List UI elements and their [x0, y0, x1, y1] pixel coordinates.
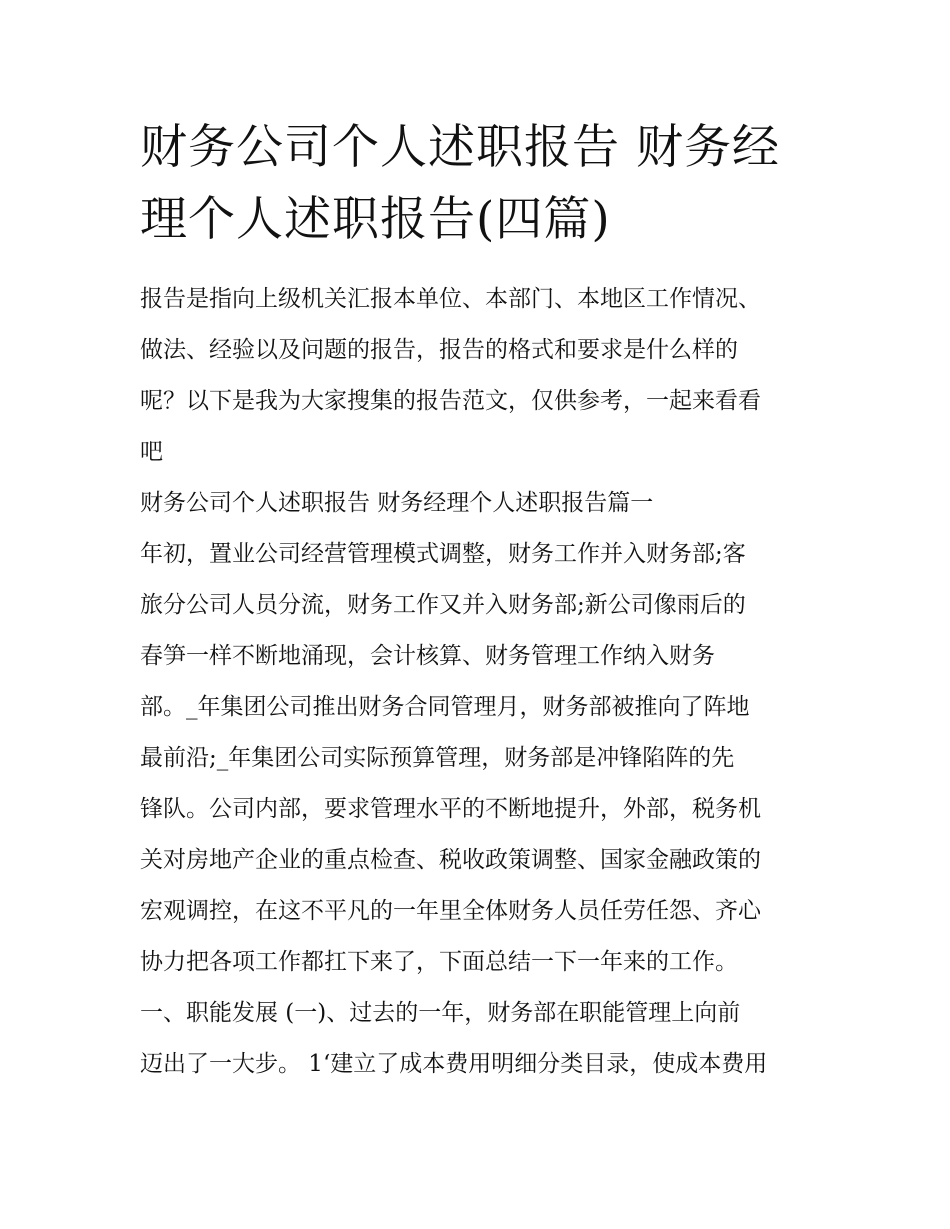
title-line: 理个人述职报告(四篇): [140, 192, 611, 247]
body-line: 报告是指向上级机关汇报本单位、本部门、本地区工作情况、: [140, 286, 761, 312]
document-page: [140, 112, 820, 1090]
body-line: 迈出了一大步。 1‘建立了成本费用明细分类目录，使成本费用: [140, 1051, 768, 1077]
body-line: 吧: [140, 439, 163, 465]
body-line: 关对房地产企业的重点检查、税收政策调整、国家金融政策的: [140, 847, 761, 873]
section-heading: 财务公司个人述职报告 财务经理个人述职报告篇一: [140, 490, 654, 516]
body-line: 旅分公司人员分流，财务工作又并入财务部;新公司像雨后的: [140, 592, 746, 618]
body-line: 协力把各项工作都扛下来了，下面总结一下一年来的工作。: [140, 949, 738, 975]
body-line: 最前沿;_年集团公司实际预算管理，财务部是冲锋陷阵的先: [140, 745, 735, 771]
body-line: 宏观调控，在这不平凡的一年里全体财务人员任劳任怨、齐心: [140, 898, 761, 924]
document-title: [140, 112, 820, 256]
title-line: 财务公司个人述职报告 财务经: [140, 120, 780, 175]
body-line: 春笋一样不断地涌现，会计核算、财务管理工作纳入财务: [140, 643, 715, 669]
body-line: 锋队。公司内部，要求管理水平的不断地提升，外部，税务机: [140, 796, 761, 822]
body-line: 年初，置业公司经营管理模式调整，财务工作并入财务部;客: [140, 541, 746, 567]
body-line: 部。_年集团公司推出财务合同管理月，财务部被推向了阵地: [140, 694, 750, 720]
document-body: [140, 274, 820, 1090]
body-line: 呢？以下是我为大家搜集的报告范文，仅供参考，一起来看看: [140, 388, 761, 414]
body-line: 一、职能发展 (一)、过去的一年，财务部在职能管理上向前: [140, 1000, 741, 1026]
body-line: 做法、经验以及问题的报告，报告的格式和要求是什么样的: [140, 337, 738, 363]
